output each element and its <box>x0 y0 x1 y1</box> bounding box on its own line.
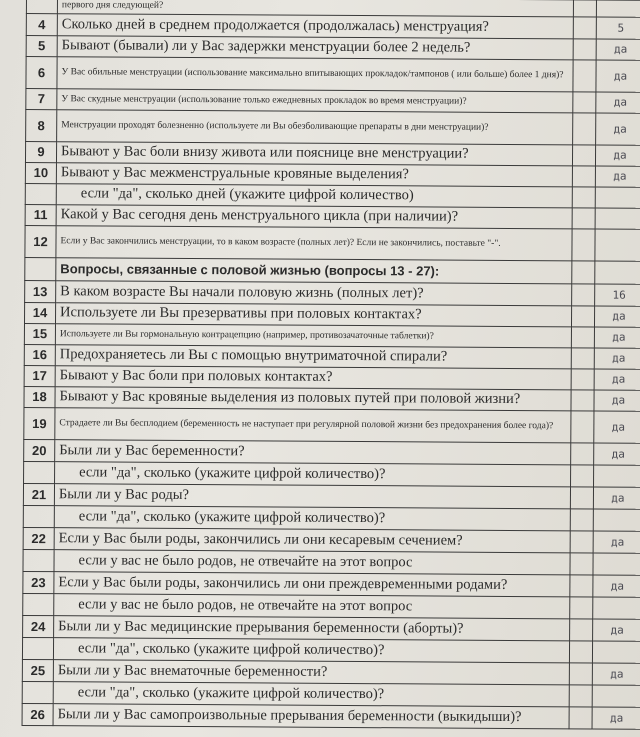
question-text: Были ли у Вас самопроизвольные прерывания беременности (выкидыши)? <box>53 704 569 729</box>
question-text: если у вас не было родов, не отвечайте на этот вопрос <box>54 550 570 575</box>
question-number <box>24 461 55 483</box>
question-number: 15 <box>24 323 55 344</box>
question-number: 25 <box>22 659 53 681</box>
handwritten-answer[interactable]: да <box>595 166 640 187</box>
question-number: 17 <box>24 365 55 386</box>
handwritten-answer[interactable] <box>592 641 640 663</box>
question-text: Бывают у Вас боли внизу живота или пояснице вне менструации? <box>56 142 572 166</box>
question-number <box>23 549 54 571</box>
handwritten-answer[interactable] <box>596 0 640 17</box>
handwritten-answer[interactable]: да <box>593 575 640 597</box>
questionnaire-table <box>22 0 640 730</box>
question-text: Используете ли Вы презервативы при половых контактах? <box>55 303 571 327</box>
question-number <box>23 505 54 527</box>
answer-cell <box>573 17 596 39</box>
question-number: 10 <box>25 162 56 183</box>
question-text: Если у Вас закончились менструации, то в каком возрасте (полных лет)? Если не закончились, поставьте "-". <box>56 226 572 261</box>
question-number: 7 <box>26 89 57 110</box>
answer-cell <box>571 327 594 348</box>
question-number: 24 <box>23 615 54 637</box>
answer-cell <box>571 306 594 327</box>
answer-cell <box>572 261 595 284</box>
handwritten-answer[interactable]: да <box>592 663 640 685</box>
answer-cell <box>571 369 594 390</box>
answer-cell <box>570 575 593 597</box>
question-number: 12 <box>25 225 56 257</box>
question-number: 5 <box>26 36 57 57</box>
question-row <box>26 110 640 146</box>
handwritten-answer[interactable] <box>594 465 640 487</box>
handwritten-answer[interactable] <box>595 187 640 208</box>
handwritten-answer[interactable] <box>592 685 640 707</box>
question-text: Были ли у Вас внематочные беременности? <box>53 660 569 685</box>
question-number: 14 <box>24 302 55 323</box>
question-text: У Вас скудные менструации (использование только ежедневных прокладок во время менструации)? <box>57 89 573 113</box>
question-text: Бывают у Вас межменструальные кровяные выделения? <box>56 163 572 187</box>
answer-cell <box>570 619 593 641</box>
question-text: Сколько дней в среднем продолжается (продолжалась) менструация? <box>57 14 573 39</box>
question-number: 19 <box>24 407 55 439</box>
question-number <box>25 183 56 204</box>
question-text: если "да", сколько (укажите цифрой количество)? <box>53 638 569 663</box>
question-number: 26 <box>22 703 53 725</box>
handwritten-answer[interactable]: да <box>593 487 640 509</box>
question-text: Страдаете ли Вы бесплодием (беременность не наступает при регулярной половой жизни без предохранения более года)? <box>55 408 571 443</box>
question-number: 23 <box>23 571 54 593</box>
handwritten-answer[interactable] <box>593 597 640 619</box>
answer-cell <box>570 487 593 509</box>
handwritten-answer[interactable] <box>593 509 640 531</box>
question-row <box>24 407 640 443</box>
question-text: Были ли у Вас роды? <box>54 484 570 509</box>
answer-cell <box>570 509 593 531</box>
answer-cell <box>569 641 592 663</box>
question-text: Предохраняетесь ли Вы с помощью внутриматочной спирали? <box>55 345 571 369</box>
question-text: если у вас не было родов, не отвечайте на этот вопрос <box>54 594 570 619</box>
handwritten-answer[interactable]: да <box>594 327 640 348</box>
question-number <box>22 637 53 659</box>
question-text: если "да", сколько (укажите цифрой количество)? <box>53 682 569 707</box>
answer-cell <box>571 348 594 369</box>
answer-cell <box>573 60 596 92</box>
question-text: Бывают (бывали) ли у Вас задержки менструации более 2 недель? <box>57 36 573 60</box>
question-text: если "да", сколько (укажите цифрой количество)? <box>55 462 571 487</box>
question-text: Были ли у Вас медицинские прерывания беременности (аборты)? <box>54 616 570 641</box>
handwritten-answer[interactable] <box>595 229 640 261</box>
question-text: Бывают у Вас кровяные выделения из половых путей при половой жизни? <box>55 387 571 411</box>
handwritten-answer[interactable]: да <box>592 707 640 729</box>
question-text: Были ли у Вас беременности? <box>55 440 571 465</box>
handwritten-answer[interactable]: да <box>594 411 640 443</box>
question-text: У Вас обильные менструации (использование максимально впитывающих прокладок/тампонов ( или больше) более 1 дня)? <box>57 57 573 92</box>
handwritten-answer[interactable]: да <box>593 619 640 641</box>
handwritten-answer[interactable]: да <box>594 306 640 327</box>
handwritten-answer[interactable]: да <box>594 369 640 390</box>
question-text: Какой у Вас сегодня день менструального цикла (при наличии)? <box>56 205 572 229</box>
answer-cell <box>573 39 596 60</box>
answer-cell <box>572 187 595 208</box>
handwritten-answer[interactable]: да <box>594 443 640 465</box>
answer-cell <box>572 145 595 166</box>
handwritten-answer[interactable] <box>595 261 640 284</box>
question-text: В каком возрасте Вы начали половую жизнь (полных лет)? <box>56 281 572 306</box>
answer-cell <box>571 465 594 487</box>
handwritten-answer[interactable]: 5 <box>596 17 640 39</box>
section-title: Вопросы, связанные с половой жизнью (вопросы 13 - 27): <box>56 258 572 284</box>
question-number: 6 <box>26 57 57 89</box>
handwritten-answer[interactable]: 16 <box>595 284 640 306</box>
question-text: Используете ли Вы гормональную контрацепцию (например, противозачаточные таблетки)? <box>55 324 571 348</box>
answer-cell <box>572 229 595 261</box>
answer-cell <box>570 597 593 619</box>
handwritten-answer[interactable] <box>593 553 640 575</box>
question-number: 20 <box>24 439 55 461</box>
question-number <box>23 593 54 615</box>
question-number: 8 <box>26 110 57 142</box>
handwritten-answer[interactable]: да <box>595 145 640 166</box>
question-text: Если у Вас были роды, закончились ли они кесаревым сечением? <box>54 528 570 553</box>
question-number: 22 <box>23 527 54 549</box>
answer-cell <box>570 553 593 575</box>
answer-cell <box>569 707 592 729</box>
handwritten-answer[interactable]: да <box>594 390 640 411</box>
answer-cell <box>570 531 593 553</box>
question-text: если "да", сколько (укажите цифрой количество)? <box>54 506 570 531</box>
question-text: Если у Вас были роды, закончились ли они преждевременными родами? <box>54 572 570 597</box>
handwritten-answer[interactable]: да <box>596 39 640 60</box>
question-text: первого дня следующей? <box>57 0 573 17</box>
answer-cell <box>571 411 594 443</box>
question-number: 4 <box>26 14 57 36</box>
handwritten-answer[interactable]: да <box>596 113 640 145</box>
answer-cell <box>571 443 594 465</box>
question-number: 18 <box>24 386 55 407</box>
answer-cell <box>572 208 595 229</box>
answer-cell <box>571 390 594 411</box>
answer-cell <box>569 685 592 707</box>
question-number <box>22 681 53 703</box>
question-number: 16 <box>24 344 55 365</box>
answer-cell <box>572 166 595 187</box>
handwritten-answer[interactable]: да <box>596 92 640 113</box>
questionnaire-rows <box>22 0 640 729</box>
question-number: 9 <box>25 142 56 163</box>
question-number <box>26 0 57 14</box>
question-text: если "да", сколько дней (укажите цифрой количество) <box>56 184 572 208</box>
answer-cell <box>569 663 592 685</box>
question-number: 13 <box>25 280 56 302</box>
answer-cell <box>573 113 596 145</box>
handwritten-answer[interactable]: да <box>596 60 640 92</box>
question-number: 11 <box>25 204 56 225</box>
handwritten-answer[interactable] <box>595 208 640 229</box>
handwritten-answer[interactable]: да <box>593 531 640 553</box>
question-row <box>22 703 640 729</box>
answer-cell <box>573 92 596 113</box>
question-row <box>25 225 640 261</box>
handwritten-answer[interactable]: да <box>594 348 640 369</box>
question-text: Бывают у Вас боли при половых контактах? <box>55 366 571 390</box>
question-text: Менструации проходят болезненно (используете ли Вы обезболивающие препараты в дни менструации)? <box>57 110 573 145</box>
question-number <box>25 257 56 280</box>
answer-cell <box>573 0 596 17</box>
question-row <box>26 57 640 93</box>
answer-cell <box>572 284 595 306</box>
question-number: 21 <box>23 483 54 505</box>
